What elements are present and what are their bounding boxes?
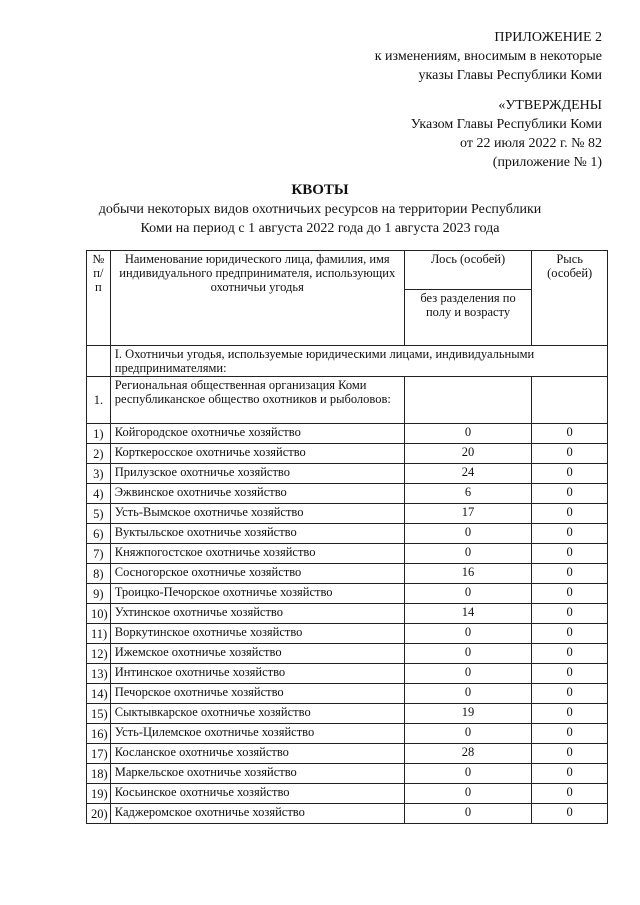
- title-heading: КВОТЫ: [291, 182, 349, 198]
- section-row: [87, 346, 608, 377]
- header-moose-sub: без разделения по полу и возрасту: [404, 290, 532, 346]
- row-name: Корткеросское охотничье хозяйство: [110, 444, 404, 464]
- table-row: [87, 784, 608, 804]
- table-row: [87, 704, 608, 724]
- row-moose-quota: 16: [404, 564, 532, 584]
- table-row: [87, 804, 608, 824]
- row-moose-quota: 0: [404, 664, 532, 684]
- approval-stamp-text: [411, 96, 602, 172]
- row-moose-quota: 19: [404, 704, 532, 724]
- row-moose-quota: 0: [404, 584, 532, 604]
- row-moose-quota: 0: [404, 804, 532, 824]
- row-name: Косланское охотничье хозяйство: [110, 744, 404, 764]
- row-number: 20): [87, 804, 111, 824]
- row-moose-quota: 24: [404, 464, 532, 484]
- row-number: 11): [87, 624, 111, 644]
- row-number: 10): [87, 604, 111, 624]
- row-number: 14): [87, 684, 111, 704]
- row-name: Княжпогостское охотничье хозяйство: [110, 544, 404, 564]
- title-line: Коми на период с 1 августа 2022 года до 1 августа 2023 года: [140, 221, 500, 236]
- row-lynx-quota: 0: [532, 444, 608, 464]
- row-lynx-quota: 0: [532, 644, 608, 664]
- organization-number: 1.: [87, 377, 111, 424]
- approval-line: от 22 июля 2022 г. № 82: [460, 136, 602, 151]
- row-number: 9): [87, 584, 111, 604]
- row-number: 13): [87, 664, 111, 684]
- row-number: 12): [87, 644, 111, 664]
- row-lynx-quota: 0: [532, 624, 608, 644]
- row-name: Печорское охотничье хозяйство: [110, 684, 404, 704]
- header-number: № п/п: [87, 251, 111, 346]
- row-number: 15): [87, 704, 111, 724]
- header-moose: Лось (особей): [404, 251, 532, 290]
- row-lynx-quota: 0: [532, 744, 608, 764]
- row-moose-quota: 0: [404, 724, 532, 744]
- row-lynx-quota: 0: [532, 664, 608, 684]
- row-name: Койгородское охотничье хозяйство: [110, 424, 404, 444]
- approval-line: (приложение № 1): [492, 155, 602, 170]
- table-row: [87, 684, 608, 704]
- row-number: 5): [87, 504, 111, 524]
- row-moose-quota: 0: [404, 544, 532, 564]
- row-lynx-quota: 0: [532, 504, 608, 524]
- row-lynx-quota: 0: [532, 704, 608, 724]
- section-title: I. Охотничьи угодья, используемые юридическими лицами, индивидуальными предпринимателями:: [110, 346, 607, 377]
- row-moose-quota: 17: [404, 504, 532, 524]
- appendix-line: к изменениям, вносимым в некоторые: [374, 49, 602, 64]
- row-number: 2): [87, 444, 111, 464]
- approval-line: «УТВЕРЖДЕНЫ: [498, 98, 602, 113]
- row-number: 18): [87, 764, 111, 784]
- table-row: [87, 644, 608, 664]
- row-moose-quota: 0: [404, 624, 532, 644]
- row-number: 8): [87, 564, 111, 584]
- row-name: Интинское охотничье хозяйство: [110, 664, 404, 684]
- appendix-title: ПРИЛОЖЕНИЕ 2: [494, 30, 602, 45]
- row-moose-quota: 14: [404, 604, 532, 624]
- row-lynx-quota: 0: [532, 764, 608, 784]
- table-row: [87, 524, 608, 544]
- table-row: [87, 484, 608, 504]
- row-name: Прилузское охотничье хозяйство: [110, 464, 404, 484]
- row-lynx-quota: 0: [532, 564, 608, 584]
- appendix-header: [375, 28, 602, 85]
- row-lynx-quota: 0: [532, 784, 608, 804]
- row-name: Троицко-Печорское охотничье хозяйство: [110, 584, 404, 604]
- row-moose-quota: 0: [404, 424, 532, 444]
- table-header-row: [87, 251, 608, 290]
- row-number: 16): [87, 724, 111, 744]
- table-row: [87, 464, 608, 484]
- row-name: Усть-Вымское охотничье хозяйство: [110, 504, 404, 524]
- row-lynx-quota: 0: [532, 724, 608, 744]
- organization-name: Региональная общественная организация Коми республиканское общество охотников и рыболовов:: [110, 377, 404, 424]
- document-title: [0, 180, 640, 238]
- row-number: 7): [87, 544, 111, 564]
- row-number: 1): [87, 424, 111, 444]
- table-row: [87, 584, 608, 604]
- row-number: 4): [87, 484, 111, 504]
- row-lynx-quota: 0: [532, 684, 608, 704]
- table-row: [87, 424, 608, 444]
- row-lynx-quota: 0: [532, 604, 608, 624]
- appendix-line: указы Главы Республики Коми: [418, 68, 602, 83]
- row-moose-quota: 0: [404, 684, 532, 704]
- row-lynx-quota: 0: [532, 424, 608, 444]
- row-lynx-quota: 0: [532, 484, 608, 504]
- row-name: Вуктыльское охотничье хозяйство: [110, 524, 404, 544]
- organization-row: [87, 377, 608, 424]
- row-name: Ухтинское охотничье хозяйство: [110, 604, 404, 624]
- row-number: 6): [87, 524, 111, 544]
- table-row: [87, 504, 608, 524]
- header-name: Наименование юридического лица, фамилия, имя индивидуального предпринимателя, использующих охотничьи угодья: [110, 251, 404, 346]
- quota-table: [86, 250, 608, 824]
- row-moose-quota: 6: [404, 484, 532, 504]
- table-row: [87, 604, 608, 624]
- row-moose-quota: 0: [404, 764, 532, 784]
- row-moose-quota: 28: [404, 744, 532, 764]
- row-moose-quota: 0: [404, 784, 532, 804]
- row-number: 3): [87, 464, 111, 484]
- table-row: [87, 744, 608, 764]
- row-lynx-quota: 0: [532, 804, 608, 824]
- row-name: Маркельское охотничье хозяйство: [110, 764, 404, 784]
- table-row: [87, 564, 608, 584]
- table-row: [87, 724, 608, 744]
- row-name: Каджеромское охотничье хозяйство: [110, 804, 404, 824]
- table-row: [87, 444, 608, 464]
- approval-line: Указом Главы Республики Коми: [410, 117, 602, 132]
- row-moose-quota: 20: [404, 444, 532, 464]
- row-name: Сыктывкарское охотничье хозяйство: [110, 704, 404, 724]
- row-name: Эжвинское охотничье хозяйство: [110, 484, 404, 504]
- row-name: Сосногорское охотничье хозяйство: [110, 564, 404, 584]
- row-moose-quota: 0: [404, 524, 532, 544]
- row-name: Ижемское охотничье хозяйство: [110, 644, 404, 664]
- row-lynx-quota: 0: [532, 464, 608, 484]
- row-lynx-quota: 0: [532, 584, 608, 604]
- header-lynx: Рысь (особей): [532, 251, 608, 346]
- table-row: [87, 624, 608, 644]
- table-row: [87, 664, 608, 684]
- row-name: Усть-Цилемское охотничье хозяйство: [110, 724, 404, 744]
- row-number: 19): [87, 784, 111, 804]
- row-number: 17): [87, 744, 111, 764]
- row-name: Воркутинское охотничье хозяйство: [110, 624, 404, 644]
- row-lynx-quota: 0: [532, 544, 608, 564]
- row-lynx-quota: 0: [532, 524, 608, 544]
- row-name: Косьинское охотничье хозяйство: [110, 784, 404, 804]
- table-row: [87, 544, 608, 564]
- row-moose-quota: 0: [404, 644, 532, 664]
- title-line: добычи некоторых видов охотничьих ресурсов на территории Республики: [98, 202, 542, 217]
- table-row: [87, 764, 608, 784]
